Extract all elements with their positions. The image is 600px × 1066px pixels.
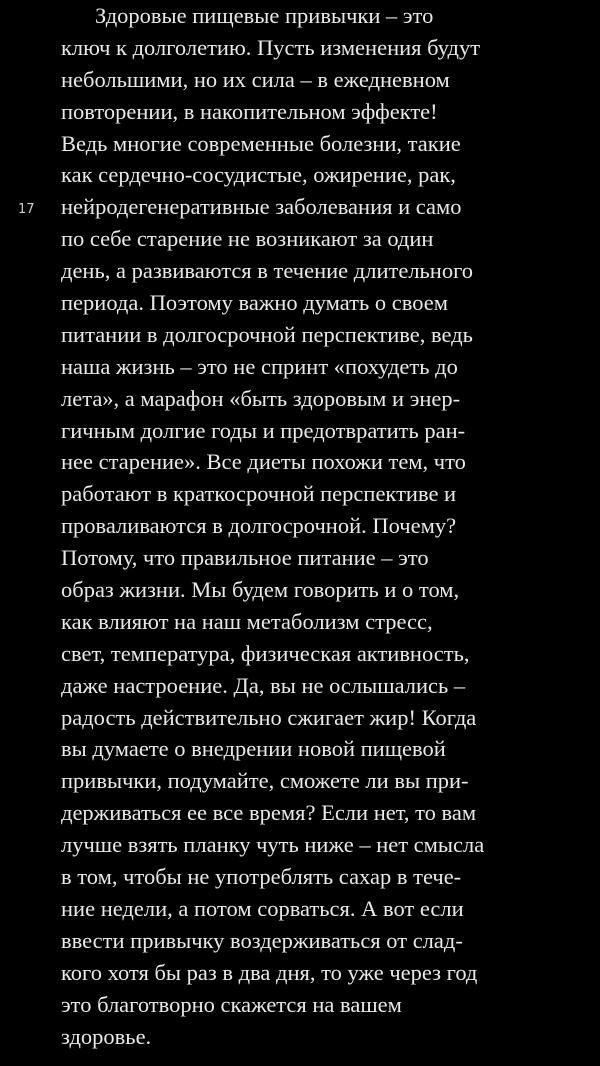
text-line: работают в краткосрочной перспективе и [61, 481, 457, 507]
text-line: наша жизнь – это не спринт «похудеть до [61, 353, 458, 379]
text-line: по себе старение не возникают за один [61, 226, 434, 252]
text-line: Потому, что правильное питание – это [61, 545, 429, 571]
text-line: питании в долгосрочной перспективе, ведь [61, 321, 473, 347]
text-line: в том, чтобы не употреблять сахар в тече- [61, 864, 462, 890]
text-line: небольшими, но их сила – в ежедневном [61, 66, 450, 92]
text-line: Здоровые пищевые привычки – это [95, 3, 434, 28]
text-line: лета», а марафон «быть здоровым и энер- [61, 385, 461, 411]
text-line: кого хотя бы раз в два дня, то уже через год [61, 959, 478, 985]
text-line: как влияют на наш метаболизм стресс, [61, 608, 433, 634]
text-line: привычки, подумайте, сможете ли вы при- [61, 768, 469, 794]
text-line: это благотворно скажется на вашем [61, 991, 402, 1017]
text-line: держиваться ее все время? Если нет, то вам [61, 800, 477, 826]
text-line: ключ к долголетию. Пусть изменения будут [61, 34, 481, 60]
text-line: свет, температура, физическая активность, [61, 640, 470, 666]
text-line: вы думаете о внедрении новой пищевой [61, 736, 446, 762]
text-line: повторении, в накопительном эффекте! [61, 98, 438, 124]
text-line: ввести привычку воздерживаться от слад- [61, 927, 463, 953]
text-line: день, а развиваются в течение длительного [61, 258, 474, 284]
text-line: образ жизни. Мы будем говорить и о том, [61, 577, 460, 603]
text-line: периода. Поэтому важно думать о своем [61, 290, 448, 316]
text-line: здоровье. [61, 1023, 152, 1049]
text-line: лучше взять планку чуть ниже – нет смысла [61, 832, 485, 858]
text-line: гичным долгие годы и предотвратить ран- [61, 417, 466, 443]
text-line: нейродегенеративные заболевания и само [61, 194, 462, 220]
text-line: Ведь многие современные болезни, такие [61, 130, 461, 156]
text-line: радость действительно сжигает жир! Когда [61, 704, 477, 730]
page-number: 17 [18, 202, 35, 217]
text-line: проваливаются в долгосрочной. Почему? [61, 513, 457, 539]
paragraph-text[interactable] [61, 0, 581, 1052]
text-line: даже настроение. Да, вы не ослышались – [61, 672, 466, 698]
text-line: нее старение». Все диеты похожи тем, что [61, 449, 466, 475]
text-line: ние недели, а потом сорваться. А вот если [61, 895, 464, 921]
text-line: как сердечно-сосудистые, ожирение, рак, [61, 162, 456, 188]
